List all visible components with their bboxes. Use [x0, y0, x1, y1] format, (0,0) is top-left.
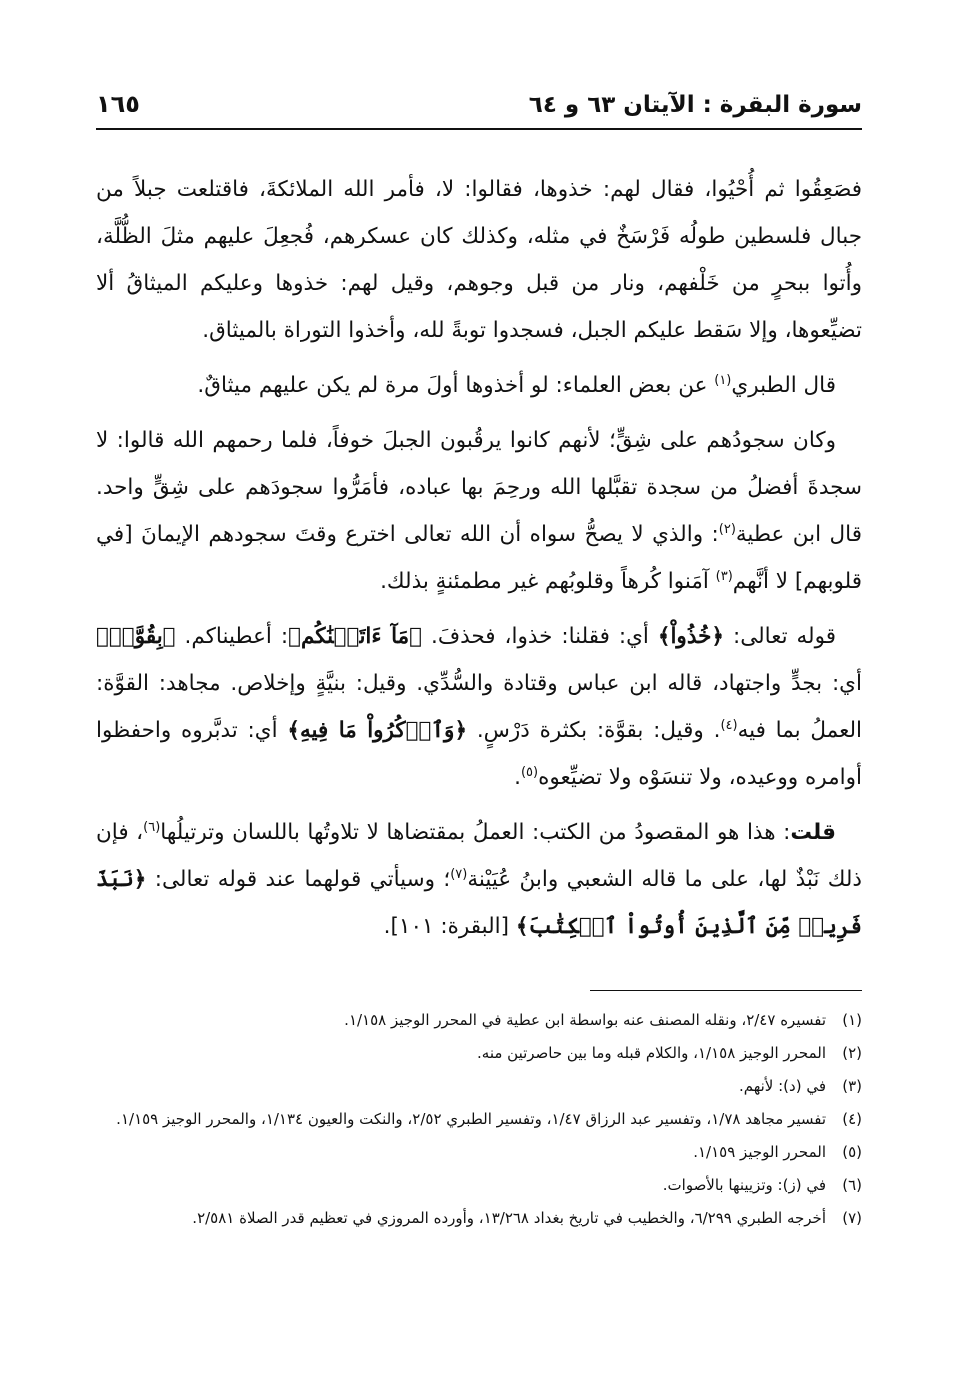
- footnote-text: أخرجه الطبري ٦/٢٩٩، والخطيب في تاريخ بغداد ١٣/٢٦٨، وأورده المروزي في تعظيم قدر الصلاة ٢/٥٨١.: [192, 1209, 826, 1227]
- footnote-5: [96, 1136, 862, 1169]
- footnote-text: تفسيره ٢/٤٧، ونقله المصنف عنه بواسطة ابن عطية في المحرر الوجيز ١/١٥٨.: [344, 1011, 826, 1029]
- footnote-1: [96, 1004, 862, 1037]
- footnote-3: [96, 1070, 862, 1103]
- footnote-text: تفسير مجاهد ١/٧٨، وتفسير عبد الرزاق ١/٤٧، وتفسير الطبري ٢/٥٢، والنكت والعيون ١/١٣٤، والمحرر الوجيز ١/١٥٩.: [116, 1110, 826, 1128]
- footnote-number: (٣): [842, 1077, 862, 1095]
- paragraph-1-text: فصَعِقُوا ثم أُحْيُوا، فقال لهم: خذوها، فقالوا: لا، فأمر الله الملائكةَ، فاقتلعت جبلاً من جبال فلسطين طولُه فَرْسَخٌ في مثله، وكذلك كان عسكرهم، فُجعِلَ عليهم مثلَ الظُّلَّة، وأُتوا ببحرٍ من خَلْفهم، ونار من قبل وجوهم، وقيل لهم: خذوها وعليكم الميثاقُ ألا تضيِّعوها، وإلا سَقط عليكم الجبل، فسجدوا توبةً لله، وأخذوا التوراة بالميثاق.: [96, 177, 862, 343]
- paragraph-3-text-a: وكان سجودُهم على شِقٍّ؛ لأنهم كانوا يرقُبون الجبلَ خوفاً، فلما رحمهم الله قالوا: لا سجدةَ أفضلُ من سجدة تقبَّلها الله ورحِمَ بها عباده، فأمَرُّوا سجودَهم على شِقٍّ واحد. قال ابن عطية: [96, 428, 862, 547]
- page-number: ١٦٥: [96, 90, 140, 118]
- paragraph-5-text-d: [البقرة: ١٠١].: [383, 914, 516, 939]
- paragraph-2: [96, 362, 862, 409]
- quran-quote-5: ﴿نَبَذَ فَرِيقٞ مِّنَ ٱلَّذِينَ أُوتُواْ ٱلۡكِتَٰبَ﴾: [96, 867, 862, 939]
- paragraph-5: [96, 809, 862, 950]
- paragraph-4-text-e: . وقيل: بقوَّة: بكثرة دَرْسٍ.: [467, 718, 721, 743]
- footnote-number: (٧): [842, 1209, 862, 1227]
- paragraph-4-text-a: قوله تعالى:: [724, 624, 836, 649]
- footnote-ref-7[interactable]: (٧): [450, 866, 468, 882]
- paragraph-5-text-b: ، فإن ذلك نَبْذٌ لها، على ما قاله الشعبي وابنُ عُيَيْنة: [96, 820, 862, 892]
- paragraph-4-text-g: .: [514, 765, 521, 790]
- main-text: [96, 166, 862, 958]
- footnote-ref-3[interactable]: (٣): [715, 568, 733, 584]
- paragraph-4-text-b: أي: فقلنا: خذوا، فحذفَ.: [422, 624, 658, 649]
- footnote-number: (٥): [842, 1143, 862, 1161]
- header-title: سورة البقرة : الآيتان ٦٣ و ٦٤: [528, 92, 862, 118]
- footnote-2: [96, 1037, 862, 1070]
- footnote-number: (٤): [842, 1110, 862, 1128]
- footnote-ref-5[interactable]: (٥): [520, 764, 539, 780]
- paragraph-3: [96, 417, 862, 605]
- footnote-divider: [590, 990, 862, 991]
- paragraph-5-lead: قلت: [790, 820, 836, 845]
- footnotes: [96, 1004, 862, 1235]
- paragraph-3-text-b: : والذي لا يصحُّ سواه أن الله تعالى اخترع وقتَ سجودهم الإيمانَ [في قلوبهم] لا أنَّهم: [96, 522, 862, 594]
- footnote-ref-2[interactable]: (٢): [718, 521, 736, 537]
- footnote-text: المحرر الوجيز ١/١٥٩.: [693, 1143, 826, 1161]
- paragraph-4: [96, 613, 862, 801]
- paragraph-3-text-c: آمَنوا كُرهاً وقلوبُهم غير مطمئنةٍ بذلك.: [380, 569, 716, 594]
- footnote-ref-6[interactable]: (٦): [143, 819, 161, 835]
- footnote-text: المحرر الوجيز ١/١٥٨، والكلام قبله وما بين حاصرتين منه.: [477, 1044, 826, 1062]
- paragraph-2-text-a: قال الطبري: [731, 373, 836, 398]
- footnote-text: في (د): لأنهم.: [738, 1077, 826, 1095]
- footnote-ref-4[interactable]: (٤): [720, 717, 738, 733]
- footnote-ref-1[interactable]: (١): [714, 372, 732, 388]
- paragraph-4-text-f: أي: تدبَّروه واحفظوا أوامره ووعيده، ولا تنسَوْه ولا تضيِّعوه: [96, 718, 862, 790]
- footnote-4: [96, 1103, 862, 1136]
- running-header: [96, 88, 862, 130]
- paragraph-5-text-c: ؛ وسيأتي قولهما عند قوله تعالى:: [146, 867, 451, 892]
- quran-quote-3: ﴿بِقُوَّةٖ﴾: [96, 624, 176, 649]
- paragraph-4-text-d: أي: بجدٍّ واجتهاد، قاله ابن عباس وقتادة والسُّدِّي. وقيل: بنيَّةٍ وإخلاص. مجاهد: القوَّة: العملُ بما فيه: [96, 671, 862, 743]
- paragraph-4-text-c: : أعطيناكم.: [175, 624, 289, 649]
- quran-quote-2: ﴿مَآ ءَاتَيۡنَٰكُم﴾: [288, 624, 423, 649]
- paragraph-5-text-a: : هذا هو المقصودُ من الكتب: العملُ بمقتضاها لا تلاوتُها باللسان وترتيلُها: [160, 820, 791, 845]
- paragraph-1: [96, 166, 862, 354]
- footnote-text: في (ز): وتزيينها بالأصوات.: [662, 1176, 826, 1194]
- quran-quote-1: ﴿خُذُواْ﴾: [657, 624, 724, 649]
- paragraph-2-text-b: عن بعض العلماء: لو أخذوها أولَ مرة لم يكن عليهم ميثاقٌ.: [197, 373, 715, 398]
- footnote-number: (١): [842, 1011, 862, 1029]
- footnote-number: (٦): [842, 1176, 862, 1194]
- footnote-number: (٢): [842, 1044, 862, 1062]
- footnote-7: [96, 1202, 862, 1235]
- footnote-6: [96, 1169, 862, 1202]
- quran-quote-4: ﴿وَٱذۡكُرُواْ مَا فِيهِ﴾: [287, 718, 468, 743]
